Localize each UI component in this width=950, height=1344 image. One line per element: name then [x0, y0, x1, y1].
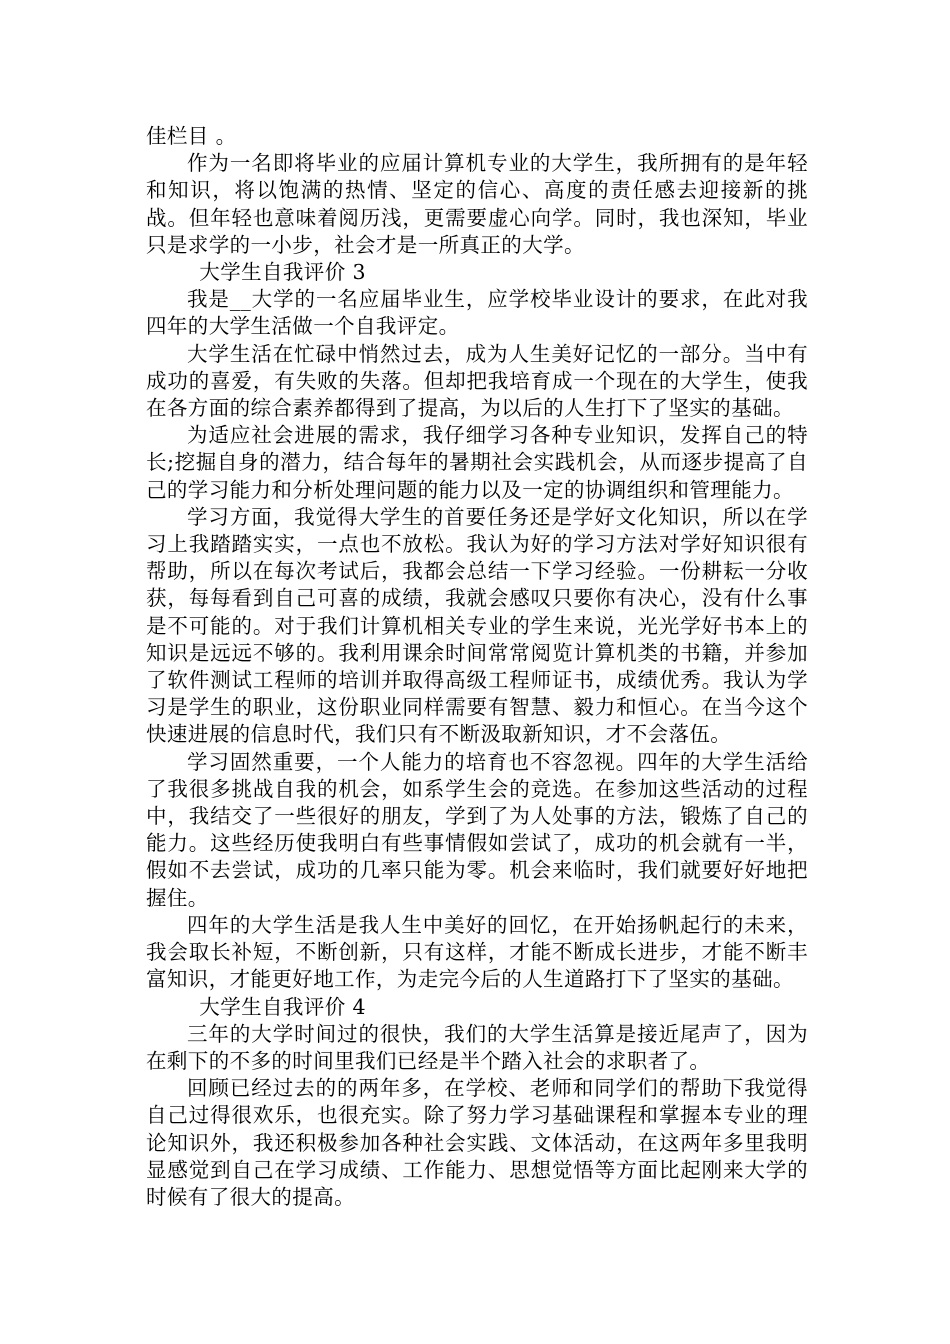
paragraph: 学习固然重要，一个人能力的培育也不容忽视。四年的大学生活给了我很多挑战自我的机会，如系学生会的竞选。在参加这些活动的过程中，我结交了一些很好的朋友，学到了为人处事的方法，锻炼了自己的能力。这些经历使我明白有些事情假如尝试了，成功的机会就有一半，假如不去尝试，成功的几率只能为零。机会来临时，我们就要好好地把握住。 — [146, 749, 808, 910]
paragraph: 三年的大学时间过的很快，我们的大学生活算是接近尾声了，因为在剩下的不多的时间里我们已经是半个踏入社会的求职者了。 — [146, 1021, 808, 1073]
section-heading: 大学生自我评价 3 — [199, 260, 366, 285]
paragraph: 作为一名即将毕业的应届计算机专业的大学生，我所拥有的是年轻和知识，将以饱满的热情、坚定的信心、高度的责任感去迎接新的挑战。但年轻也意味着阅历浅，更需要虚心向学。同时，我也深知，毕业只是求学的一小步，社会才是一所真正的大学。 — [146, 151, 808, 257]
paragraph: 大学生活在忙碌中悄然过去，成为人生美好记忆的一部分。当中有成功的喜爱，有失败的失落。但却把我培育成一个现在的大学生，使我在各方面的综合素养都得到了提高，为以后的人生打下了坚实的基础。 — [146, 341, 808, 421]
paragraph: 为适应社会进展的需求，我仔细学习各种专业知识，发挥自己的特长;挖掘自身的潜力，结合每年的暑期社会实践机会，从而逐步提高了自己的学习能力和分析处理问题的能力以及一定的协调组织和管理能力。 — [146, 423, 808, 502]
paragraph: 四年的大学生活是我人生中美好的回忆，在开始扬帆起行的未来，我会取长补短，不断创新，只有这样，才能不断成长进步，才能不断丰富知识，才能更好地工作，为走完今后的人生道路打下了坚实的基础。 — [146, 912, 808, 992]
paragraph: 学习方面，我觉得大学生的首要任务还是学好文化知识，所以在学习上我踏踏实实，一点也不放松。我认为好的学习方法对学好知识很有帮助，所以在每次考试后，我都会总结一下学习经验。一份耕耘一分收获，每每看到自己可喜的成绩，我就会感叹只要你有决心，没有什么事是不可能的。对于我们计算机相关专业的学生来说，光光学好书本上的知识是远远不够的。我利用课余时间常常阅览计算机类的书籍，并参加了软件测试工程师的培训并取得高级工程师证书，成绩优秀。我认为学习是学生的职业，这份职业同样需要有智慧、毅力和恒心。在当今这个快速进展的信息时代，我们只有不断汲取新知识，才不会落伍。 — [146, 504, 808, 747]
section-heading: 大学生自我评价 4 — [199, 994, 366, 1019]
paragraph: 回顾已经过去的的两年多，在学校、老师和同学们的帮助下我觉得自己过得很欢乐，也很充实。除了努力学习基础课程和掌握本专业的理论知识外，我还积极参加各种社会实践、文体活动，在这两年多里我明显感觉到自己在学习成绩、工作能力、思想觉悟等方面比起刚来大学的时候有了很大的提高。 — [146, 1076, 808, 1209]
paragraph: 我是__大学的一名应届毕业生，应学校毕业设计的要求，在此对我四年的大学生活做一个自我评定。 — [146, 287, 808, 339]
paragraph-continuation: 佳栏目 。 — [146, 124, 237, 148]
document-page — [146, 123, 808, 1211]
